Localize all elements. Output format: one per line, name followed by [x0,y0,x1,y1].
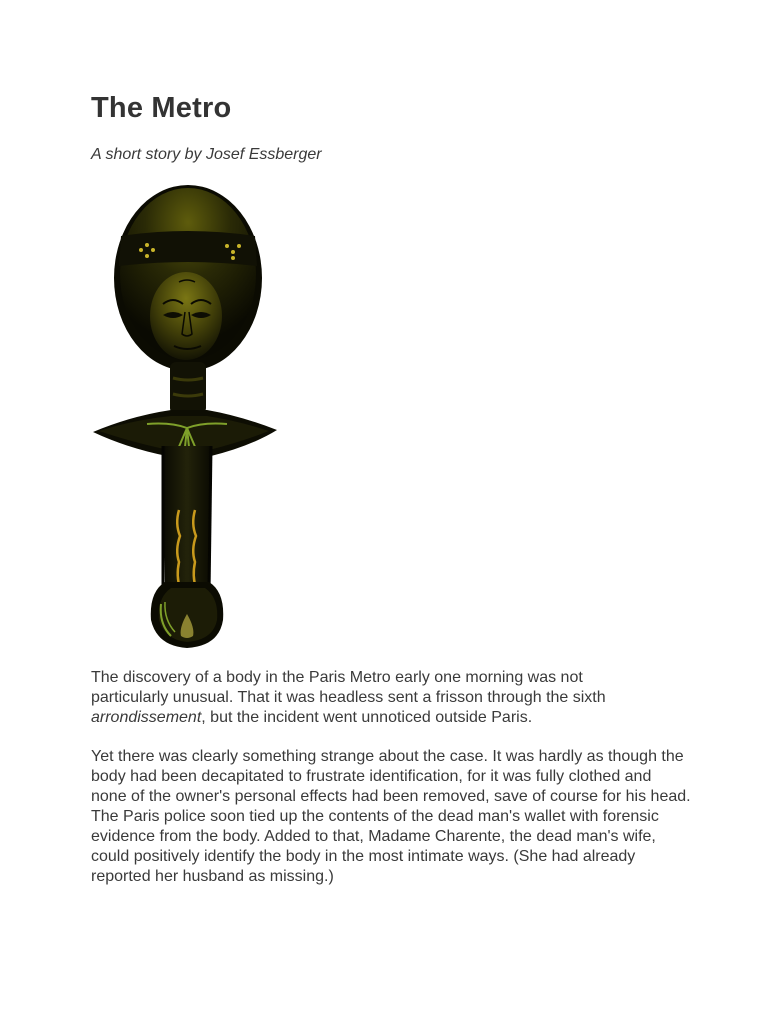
page-title: The Metro [91,92,232,124]
ashanti-fertility-doll-icon [91,184,281,649]
arrondissement-emphasis: arrondissement [91,709,202,726]
byline: A short story by Josef Essberger [91,146,322,163]
paragraph-2: Yet there was clearly something strange about the case. It was hardly as though the body had been decapitated to frustrate identification, for it was fully clothed and none of the owner's personal effects had been removed, save of course for his head. The Paris police soon tied up the contents of the dead man's wallet with forensic evidence from the body. Added to that, Madame Charente, the dead man's wife, could positively identify the body in the most intimate ways. (She had already reported her husband as missing.) [91,748,691,885]
paragraph-1-text-before: The discovery of a body in the Paris Metro early one morning was not particularly unusual. That it was headless sent a frisson through the sixth [91,669,606,706]
paragraph-1 [91,668,631,728]
paragraph-1-text-after: , but the incident went unnoticed outside Paris. [201,709,533,726]
